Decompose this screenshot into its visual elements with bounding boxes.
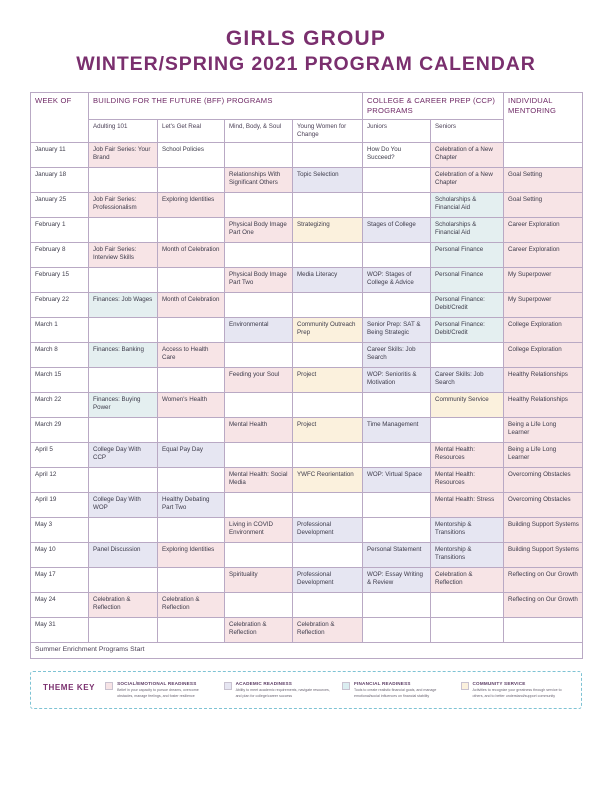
program-cell: Goal Setting [504, 168, 583, 193]
program-cell: Community Service [431, 393, 504, 418]
program-cell: WOP: Virtual Space [363, 468, 431, 493]
week-of-cell: January 18 [31, 168, 89, 193]
program-cell [363, 193, 431, 218]
table-row [31, 493, 583, 518]
program-cell [293, 543, 363, 568]
program-cell [293, 443, 363, 468]
week-of-cell: May 10 [31, 543, 89, 568]
table-row [31, 443, 583, 468]
program-cell: Goal Setting [504, 193, 583, 218]
table-row [31, 593, 583, 618]
program-cell [225, 243, 293, 268]
program-cell: Spirituality [225, 568, 293, 593]
theme-key-description: Belief in your capacity to pursue dreams, overcome obstacles, manage feelings, and foster resilience [117, 688, 199, 698]
week-of-cell: January 25 [31, 193, 89, 218]
program-cell: Strategizing [293, 218, 363, 243]
program-cell [293, 393, 363, 418]
table-row [31, 168, 583, 193]
week-of-cell: January 11 [31, 143, 89, 168]
program-cell: Career Skills: Job Search [363, 343, 431, 368]
program-cell: Physical Body Image Part Two [225, 268, 293, 293]
program-cell: Personal Finance [431, 268, 504, 293]
program-cell: Media Literacy [293, 268, 363, 293]
week-of-cell: February 1 [31, 218, 89, 243]
subheader-mind-body-soul: Mind, Body, & Soul [225, 119, 293, 142]
program-cell [158, 418, 225, 443]
program-cell: Time Management [363, 418, 431, 443]
program-cell [225, 343, 293, 368]
theme-key-name: FINANCIAL READINESS [354, 680, 411, 686]
program-cell: Mental Health: Social Media [225, 468, 293, 493]
program-cell: Building Support Systems [504, 543, 583, 568]
program-cell: Senior Prep: SAT & Being Strategic [363, 318, 431, 343]
week-of-cell: April 5 [31, 443, 89, 468]
table-row [31, 343, 583, 368]
program-cell [293, 493, 363, 518]
program-cell: Mental Health: Resources [431, 468, 504, 493]
week-of-cell: February 8 [31, 243, 89, 268]
program-cell [293, 593, 363, 618]
program-cell [158, 618, 225, 643]
theme-key-name: ACADEMIC READINESS [235, 680, 292, 686]
color-swatch-icon [342, 682, 350, 690]
table-row [31, 568, 583, 593]
program-cell [293, 293, 363, 318]
header-bff-programs: BUILDING FOR THE FUTURE (BFF) PROGRAMS [89, 92, 363, 119]
table-footer [31, 643, 583, 659]
program-cell [89, 618, 158, 643]
program-cell [225, 543, 293, 568]
program-cell: Month of Celebration [158, 243, 225, 268]
program-cell: YWFC Reorientation [293, 468, 363, 493]
program-cell: WOP: Stages of College & Advice [363, 268, 431, 293]
table-row [31, 518, 583, 543]
program-cell: Environmental [225, 318, 293, 343]
table-row [31, 543, 583, 568]
color-swatch-icon [224, 682, 232, 690]
program-cell: Building Support Systems [504, 518, 583, 543]
program-cell: Being a Life Long Learner [504, 418, 583, 443]
table-row [31, 468, 583, 493]
table-row [31, 268, 583, 293]
program-cell: Exploring Identities [158, 543, 225, 568]
week-of-cell: May 31 [31, 618, 89, 643]
table-row [31, 418, 583, 443]
week-of-cell: March 15 [31, 368, 89, 393]
program-cell: Personal Finance: Debit/Credit [431, 293, 504, 318]
program-cell [363, 243, 431, 268]
theme-key-name: SOCIAL/EMOTIONAL READINESS [117, 680, 197, 686]
program-cell [363, 293, 431, 318]
program-cell [431, 343, 504, 368]
program-cell [89, 218, 158, 243]
program-cell [89, 168, 158, 193]
program-cell: Job Fair Series: Professionalism [89, 193, 158, 218]
program-cell: Mental Health: Resources [431, 443, 504, 468]
theme-key-item [461, 681, 571, 699]
program-cell [225, 143, 293, 168]
program-cell: Personal Finance [431, 243, 504, 268]
program-cell: Overcoming Obstacles [504, 493, 583, 518]
program-cell: Project [293, 418, 363, 443]
program-cell [363, 168, 431, 193]
theme-key-title: THEME KEY [43, 682, 96, 692]
program-cell: Mentorship & Transitions [431, 518, 504, 543]
program-cell [363, 393, 431, 418]
table-row [31, 193, 583, 218]
program-cell: Reflecting on Our Growth [504, 568, 583, 593]
program-cell [158, 168, 225, 193]
program-cell: Project [293, 368, 363, 393]
program-cell [225, 593, 293, 618]
program-cell: Exploring Identities [158, 193, 225, 218]
program-cell [225, 293, 293, 318]
week-of-cell: March 29 [31, 418, 89, 443]
week-of-cell: February 15 [31, 268, 89, 293]
program-cell [363, 493, 431, 518]
program-cell [504, 143, 583, 168]
program-cell: Professional Development [293, 568, 363, 593]
program-cell: WOP: Senioritis & Motivation [363, 368, 431, 393]
program-cell: Living in COVID Environment [225, 518, 293, 543]
program-cell: School Policies [158, 143, 225, 168]
program-calendar-table [30, 92, 583, 659]
page-title [30, 26, 582, 78]
program-cell: Being a Life Long Learner [504, 443, 583, 468]
week-of-cell: April 12 [31, 468, 89, 493]
week-of-cell: March 8 [31, 343, 89, 368]
color-swatch-icon [461, 682, 469, 690]
program-cell [293, 193, 363, 218]
header-ccp-programs: COLLEGE & CAREER PREP (CCP) PROGRAMS [363, 92, 504, 119]
program-cell: How Do You Succeed? [363, 143, 431, 168]
program-cell: Overcoming Obstacles [504, 468, 583, 493]
program-cell: Mental Health [225, 418, 293, 443]
program-cell: Celebration & Reflection [293, 618, 363, 643]
subheader-young-women-for-change: Young Women for Change [293, 119, 363, 142]
program-cell: Access to Health Care [158, 343, 225, 368]
program-cell [158, 318, 225, 343]
subheader-lets-get-real: Let's Get Real [158, 119, 225, 142]
theme-key-description: Ability to meet academic requirements, navigate resources, and plan for college/career success [235, 688, 330, 698]
table-row [31, 368, 583, 393]
color-swatch-icon [105, 682, 113, 690]
program-cell: Scholarships & Financial Aid [431, 218, 504, 243]
program-cell: College Day With WOP [89, 493, 158, 518]
header-week-of: WEEK OF [31, 92, 89, 142]
week-of-cell: May 24 [31, 593, 89, 618]
program-cell: Personal Finance: Debit/Credit [431, 318, 504, 343]
theme-key-item [224, 681, 334, 699]
program-cell: My Superpower [504, 293, 583, 318]
program-cell: Celebration & Reflection [431, 568, 504, 593]
program-cell [158, 268, 225, 293]
program-cell: Reflecting on Our Growth [504, 593, 583, 618]
program-cell [293, 143, 363, 168]
program-cell: Women's Health [158, 393, 225, 418]
program-cell [504, 618, 583, 643]
subheader-adulting-101: Adulting 101 [89, 119, 158, 142]
program-cell [89, 418, 158, 443]
program-cell: Career Skills: Job Search [431, 368, 504, 393]
program-cell [225, 443, 293, 468]
program-cell: WOP: Essay Writing & Review [363, 568, 431, 593]
subheader-seniors: Seniors [431, 119, 504, 142]
title-line-1: GIRLS GROUP [225, 27, 387, 50]
week-of-cell: March 22 [31, 393, 89, 418]
program-cell: Job Fair Series: Interview Skills [89, 243, 158, 268]
program-cell: Job Fair Series: Your Brand [89, 143, 158, 168]
week-of-cell: May 17 [31, 568, 89, 593]
title-line-2: WINTER/SPRING 2021 PROGRAM CALENDAR [76, 53, 536, 76]
program-cell [293, 243, 363, 268]
week-of-cell: February 22 [31, 293, 89, 318]
program-cell [89, 268, 158, 293]
program-cell [89, 318, 158, 343]
program-cell [293, 343, 363, 368]
program-cell: College Exploration [504, 343, 583, 368]
program-cell [431, 618, 504, 643]
program-cell [225, 193, 293, 218]
program-cell: College Day With CCP [89, 443, 158, 468]
table-row [31, 218, 583, 243]
table-row [31, 243, 583, 268]
program-cell: Finances: Buying Power [89, 393, 158, 418]
table-row [31, 618, 583, 643]
program-cell: Scholarships & Financial Aid [431, 193, 504, 218]
program-cell [363, 593, 431, 618]
program-cell: Relationships With Significant Others [225, 168, 293, 193]
program-cell: Celebration of a New Chapter [431, 168, 504, 193]
program-cell [225, 393, 293, 418]
week-of-cell: May 3 [31, 518, 89, 543]
program-cell [431, 593, 504, 618]
program-cell: Career Exploration [504, 243, 583, 268]
program-cell: College Exploration [504, 318, 583, 343]
theme-key-description: Tools to create realistic financial goals, and manage emotional/social influences on financial stability [354, 688, 437, 698]
table-row [31, 393, 583, 418]
program-cell [89, 518, 158, 543]
program-cell: Healthy Relationships [504, 393, 583, 418]
program-cell [225, 493, 293, 518]
program-cell: Month of Celebration [158, 293, 225, 318]
program-cell: Topic Selection [293, 168, 363, 193]
theme-key-items [105, 681, 571, 699]
theme-key-item [342, 681, 452, 699]
program-cell: Mentorship & Transitions [431, 543, 504, 568]
program-cell [158, 568, 225, 593]
program-cell [89, 568, 158, 593]
program-cell [363, 518, 431, 543]
program-cell: Mental Health: Stress [431, 493, 504, 518]
program-cell [89, 468, 158, 493]
program-cell: Stages of College [363, 218, 431, 243]
program-cell: Community Outreach Prep [293, 318, 363, 343]
program-cell: Feeding your Soul [225, 368, 293, 393]
table-body [31, 143, 583, 643]
program-cell: Professional Development [293, 518, 363, 543]
table-row [31, 293, 583, 318]
program-cell: Finances: Banking [89, 343, 158, 368]
program-cell [158, 518, 225, 543]
program-cell: Panel Discussion [89, 543, 158, 568]
program-cell: Career Exploration [504, 218, 583, 243]
header-individual-mentoring: INDIVIDUAL MENTORING [504, 92, 583, 142]
program-cell: Equal Pay Day [158, 443, 225, 468]
theme-key-description: Activities to recognize your greatness through service to others, and to better understand/support community [472, 688, 562, 698]
program-cell: Celebration of a New Chapter [431, 143, 504, 168]
theme-key-name: COMMUNITY SERVICE [472, 680, 526, 686]
summer-programs-note: Summer Enrichment Programs Start [31, 643, 583, 659]
program-cell [363, 618, 431, 643]
program-cell [158, 218, 225, 243]
program-cell [89, 368, 158, 393]
program-cell: Celebration & Reflection [89, 593, 158, 618]
program-cell: Personal Statement [363, 543, 431, 568]
program-cell: Celebration & Reflection [158, 593, 225, 618]
table-header [31, 92, 583, 142]
program-cell: Celebration & Reflection [225, 618, 293, 643]
program-cell: Healthy Debating Part Two [158, 493, 225, 518]
theme-key [30, 671, 582, 709]
table-row [31, 318, 583, 343]
theme-key-item [105, 681, 215, 699]
program-cell [158, 368, 225, 393]
week-of-cell: April 19 [31, 493, 89, 518]
program-cell: Finances: Job Wages [89, 293, 158, 318]
program-cell: My Superpower [504, 268, 583, 293]
program-cell [431, 418, 504, 443]
program-cell [363, 443, 431, 468]
subheader-juniors: Juniors [363, 119, 431, 142]
program-cell [158, 468, 225, 493]
table-row [31, 143, 583, 168]
week-of-cell: March 1 [31, 318, 89, 343]
program-cell: Healthy Relationships [504, 368, 583, 393]
program-cell: Physical Body Image Part One [225, 218, 293, 243]
